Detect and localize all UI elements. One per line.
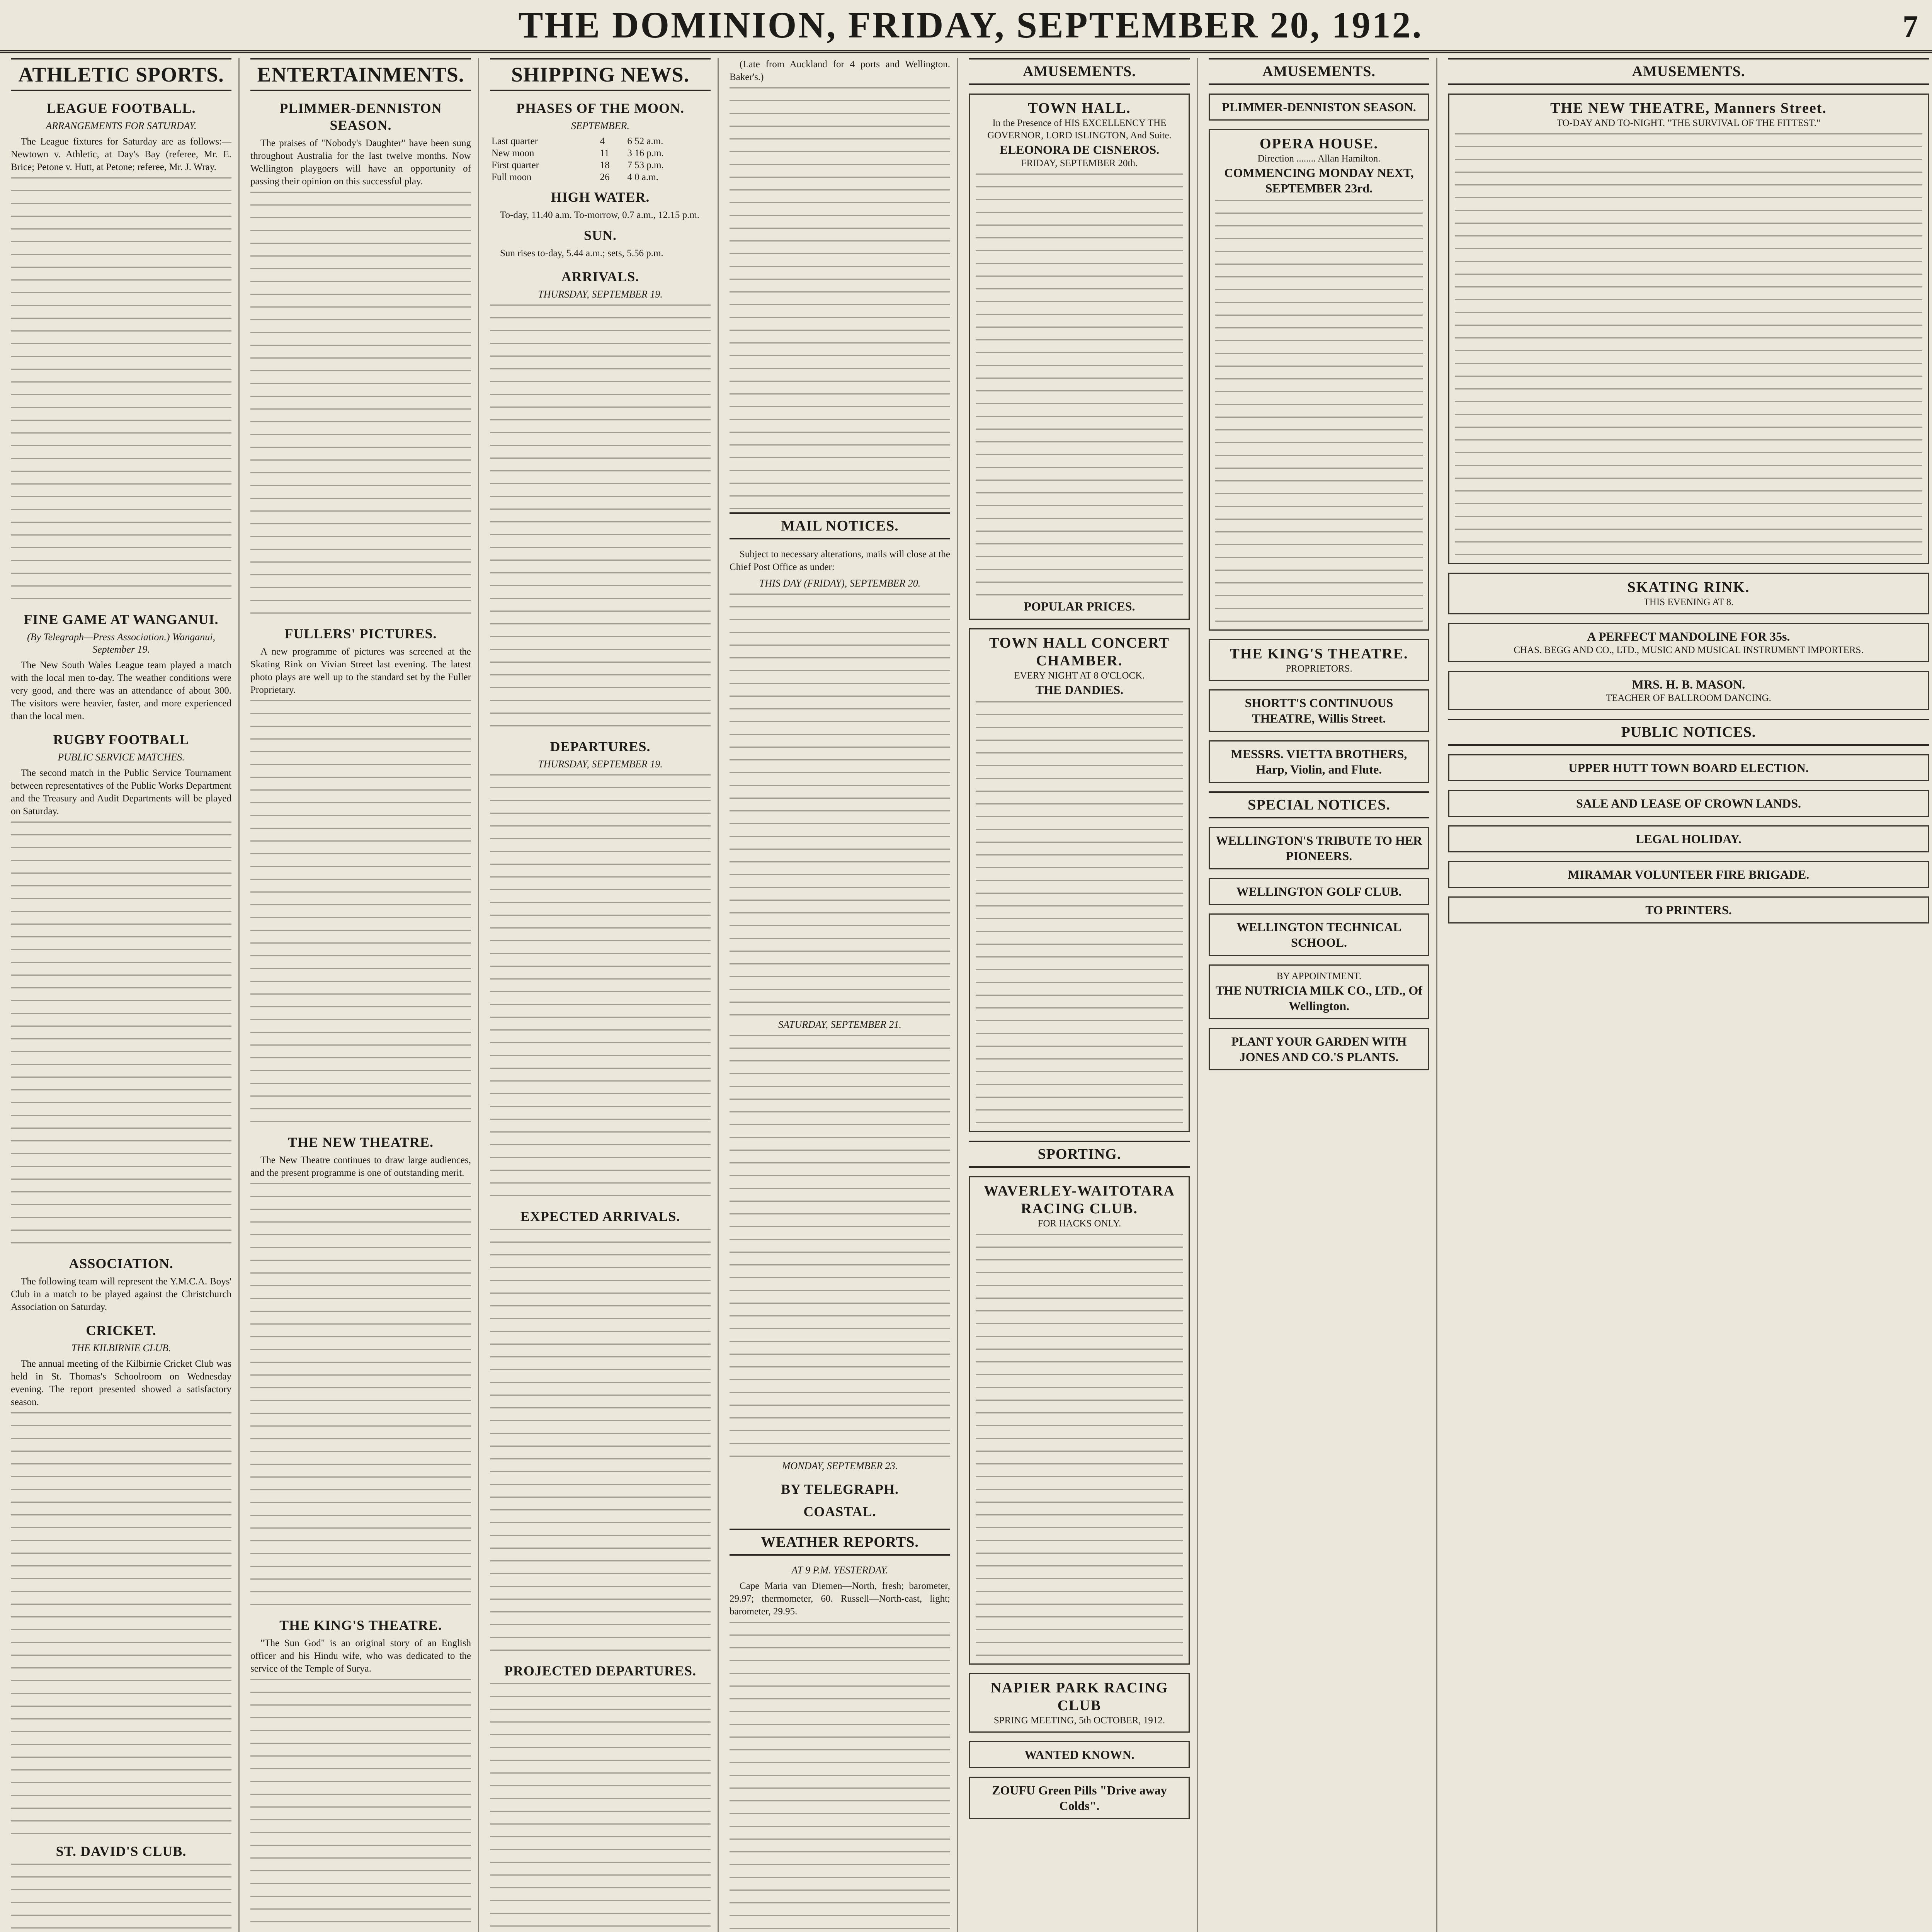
section-subtitle: AT 9 P.M. YESTERDAY. (791, 1565, 888, 1576)
section-title: WEATHER REPORTS. (730, 1529, 950, 1556)
ad-title: TOWN HALL. (1028, 100, 1131, 116)
moon-phases-table (490, 135, 711, 183)
section-title: SUN. (583, 228, 617, 243)
ad-text: PROPRIETORS. (1286, 663, 1352, 674)
article-body-lines (250, 700, 471, 1125)
mail-notices-section (730, 512, 950, 1472)
technical-school-ad (1209, 913, 1429, 956)
ad-text: FRIDAY, SEPTEMBER 20th. (1021, 158, 1138, 168)
article-body-lines (490, 774, 711, 1199)
section-title: MAIL NOTICES. (730, 512, 950, 539)
new-theatre-section (250, 1134, 471, 1608)
vietta-ad (1209, 740, 1429, 783)
ad-headline: POPULAR PRICES. (1024, 599, 1135, 613)
article-text: The following team will represent the Y.M.C.A. Boys' Club in a match to be played against the Christchurch Association on Saturday. (11, 1276, 231, 1312)
ad-headline: MESSRS. VIETTA BROTHERS, Harp, Violin, and Flute. (1231, 747, 1407, 776)
ad-headline: SHORTT'S CONTINUOUS THEATRE, Willis Street. (1245, 696, 1393, 725)
ad-headline: TO PRINTERS. (1645, 903, 1732, 917)
section-title: LEAGUE FOOTBALL. (46, 100, 196, 116)
article-text: The annual meeting of the Kilbirnie Cricket Club was held in St. Thomas's Schoolroom on Wednesday evening. The report presented showed a satisfactory season. (11, 1359, 231, 1407)
departures-section (490, 738, 711, 1199)
napier-park-ad (969, 1673, 1190, 1733)
ad-headline: MRS. H. B. MASON. (1632, 677, 1745, 691)
zoufu-ad (969, 1777, 1190, 1819)
plimmer-section (250, 100, 471, 617)
ad-text: SPRING MEETING, 5th OCTOBER, 1912. (993, 1715, 1165, 1726)
golf-club-ad (1209, 878, 1429, 905)
section-title: PHASES OF THE MOON. (516, 100, 685, 116)
article-body-lines (730, 1035, 950, 1460)
ad-headline: WELLINGTON TECHNICAL SCHOOL. (1236, 920, 1401, 949)
arrivals-section (490, 268, 711, 730)
column-header: SHIPPING NEWS. (490, 58, 711, 91)
section-title: PROJECTED DEPARTURES. (504, 1663, 697, 1679)
ad-body-lines (1455, 133, 1922, 558)
column-header: SPECIAL NOTICES. (1209, 791, 1429, 818)
ad-text: EVERY NIGHT AT 8 O'CLOCK. (1014, 670, 1145, 681)
ad-title: OPERA HOUSE. (1260, 136, 1378, 152)
ad-text: CHAS. BEGG AND CO., LTD., MUSIC AND MUSICAL INSTRUMENT IMPORTERS. (1514, 645, 1864, 655)
section-subtitle: THIS DAY (FRIDAY), SEPTEMBER 20. (759, 578, 921, 589)
section-title: COASTAL. (803, 1504, 876, 1519)
table-row: First quarter 18 7 53 p.m. (492, 160, 664, 170)
plimmer-ad (1209, 94, 1429, 121)
ad-headline: MIRAMAR VOLUNTEER FIRE BRIGADE. (1568, 867, 1810, 881)
ad-text: TEACHER OF BALLROOM DANCING. (1606, 693, 1771, 703)
article-body-lines (250, 1183, 471, 1608)
mandoline-ad (1448, 623, 1929, 662)
article-body-lines (250, 1679, 471, 1932)
ad-body-lines (1215, 200, 1423, 625)
section-title: FINE GAME AT WANGANUI. (24, 612, 219, 627)
article-body-lines (11, 1412, 231, 1837)
ad-headline: PLANT YOUR GARDEN WITH JONES AND CO.'S PLANTS. (1231, 1034, 1407, 1064)
ad-title: SKATING RINK. (1627, 579, 1750, 595)
racing-club-ad (969, 1176, 1190, 1665)
election-notice (1448, 754, 1929, 781)
ad-headline: SALE AND LEASE OF CROWN LANDS. (1576, 796, 1801, 810)
ad-body-lines (976, 701, 1183, 1126)
ad-headline: ZOUFU Green Pills "Drive away Colds". (992, 1783, 1167, 1813)
kings-theatre-ad (1209, 639, 1429, 681)
section-title: BY TELEGRAPH. (781, 1481, 899, 1497)
column-header: AMUSEMENTS. (969, 58, 1190, 85)
section-title: THE KING'S THEATRE. (279, 1617, 442, 1633)
town-hall-ad (969, 94, 1190, 620)
column-header: AMUSEMENTS. (1448, 58, 1929, 85)
article-text: Cape Maria van Diemen—North, fresh; barometer, 29.97; thermometer, 60. Russell—North-east, light; barometer, 29.95. (730, 1581, 950, 1617)
ad-headline: WELLINGTON'S TRIBUTE TO HER PIONEERS. (1216, 833, 1422, 863)
dancing-ad (1448, 671, 1929, 710)
skating-rink-ad (1448, 573, 1929, 614)
article-text: Sun rises to-day, 5.44 a.m.; sets, 5.56 p.m. (500, 248, 663, 259)
ad-text: In the Presence of HIS EXCELLENCY THE GOVERNOR, LORD ISLINGTON, And Suite. (987, 118, 1172, 141)
fine-game-section (11, 611, 231, 723)
page-number: 7 (1903, 10, 1918, 44)
crown-lands-notice (1448, 790, 1929, 817)
article-body-lines (11, 821, 231, 1247)
article-body-lines (11, 177, 231, 602)
ad-title: NAPIER PARK RACING CLUB (990, 1680, 1168, 1714)
section-title: FULLERS' PICTURES. (284, 626, 437, 641)
article-body-lines (490, 1229, 711, 1654)
column-amusements-3 (1441, 58, 1932, 1932)
section-subtitle: (By Telegraph—Press Association.) Wanganui, September 19. (27, 631, 216, 655)
article-body-lines (11, 1864, 231, 1932)
column-amusements-1 (962, 58, 1198, 1932)
fire-brigade-notice (1448, 861, 1929, 888)
weather-section (730, 1529, 950, 1932)
column-header: PUBLIC NOTICES. (1448, 719, 1929, 746)
ad-title: TOWN HALL CONCERT CHAMBER. (989, 635, 1170, 669)
masthead (0, 0, 1932, 53)
ad-title: THE KING'S THEATRE. (1230, 646, 1408, 662)
wanted-ad (969, 1741, 1190, 1768)
kings-theatre-section (250, 1617, 471, 1932)
ad-headline: PLIMMER-DENNISTON SEASON. (1222, 100, 1416, 114)
section-title: PLIMMER-DENNISTON SEASON. (279, 100, 442, 133)
fullers-section (250, 625, 471, 1125)
ad-text: BY APPOINTMENT. (1276, 971, 1362, 981)
opera-house-ad (1209, 129, 1429, 631)
section-subtitle: THURSDAY, SEPTEMBER 19. (538, 289, 663, 300)
printers-notice (1448, 896, 1929, 923)
dandies-ad (969, 628, 1190, 1132)
article-text: The League fixtures for Saturday are as follows:—Newtown v. Athletic, at Day's Bay (referee, Mr. E. Brice; Petone v. Hutt, at Petone; referee, Mr. J. Wray. (11, 136, 231, 172)
table-row: Last quarter 4 6 52 a.m. (492, 136, 663, 146)
column-header: ENTERTAINMENTS. (250, 58, 471, 91)
ad-headline: WELLINGTON GOLF CLUB. (1236, 884, 1402, 898)
column-header: AMUSEMENTS. (1209, 58, 1429, 85)
article-text: Subject to necessary alterations, mails will close at the Chief Post Office as under: (730, 549, 950, 572)
column-athletic-sports (4, 58, 240, 1932)
section-title: ARRIVALS. (561, 269, 639, 284)
section-title: ASSOCIATION. (69, 1256, 173, 1271)
column-shipping-news (483, 58, 719, 1932)
section-subtitle: PUBLIC SERVICE MATCHES. (58, 752, 185, 763)
ad-headline: THE NUTRICIA MILK CO., LTD., Of Wellington. (1216, 983, 1422, 1013)
legal-holiday-notice (1448, 825, 1929, 852)
article-text: "The Sun God" is an original story of an English officer and his Hindu wife, who was dedicated to the service of the Temple of Surya. (250, 1638, 471, 1674)
telegraph-section (730, 1481, 950, 1520)
ad-headline: UPPER HUTT TOWN BOARD ELECTION. (1568, 761, 1809, 775)
garden-ad (1209, 1028, 1429, 1070)
section-title: HIGH WATER. (551, 189, 650, 205)
ad-title: WAVERLEY-WAITOTARA RACING CLUB. (984, 1183, 1175, 1217)
article-body-lines (730, 1622, 950, 1932)
ad-headline: A PERFECT MANDOLINE FOR 35s. (1587, 629, 1790, 643)
column-mail-weather (723, 58, 958, 1932)
ad-headline: COMMENCING MONDAY NEXT, SEPTEMBER 23rd. (1224, 166, 1414, 195)
section-title: CRICKET. (86, 1323, 156, 1338)
section-subtitle: THE KILBIRNIE CLUB. (71, 1342, 171, 1354)
cricket-section (11, 1322, 231, 1932)
column-amusements-2 (1202, 58, 1437, 1932)
article-body-lines (730, 87, 950, 512)
ad-text: FOR HACKS ONLY. (1037, 1218, 1121, 1229)
article-body-lines (490, 1683, 711, 1932)
ad-headline: WANTED KNOWN. (1024, 1748, 1134, 1762)
expected-section (490, 1208, 711, 1654)
projected-section (490, 1662, 711, 1932)
ad-text: Direction ........ Allan Hamilton. (1257, 153, 1381, 164)
ad-text: TO-DAY AND TO-NIGHT. "THE SURVIVAL OF THE FITTEST." (1556, 118, 1821, 128)
ad-headline: THE DANDIES. (1035, 683, 1124, 697)
table-row: New moon 11 3 16 p.m. (492, 148, 664, 158)
moon-section (490, 100, 711, 260)
section-subtitle: THURSDAY, SEPTEMBER 19. (538, 759, 663, 770)
column-header: SPORTING. (969, 1141, 1190, 1168)
section-subtitle: SEPTEMBER. (571, 120, 629, 131)
ad-headline: LEGAL HOLIDAY. (1636, 832, 1742, 846)
shortts-ad (1209, 689, 1429, 732)
article-text: To-day, 11.40 a.m. To-morrow, 0.7 a.m., 12.15 p.m. (500, 210, 700, 220)
nutricia-ad (1209, 964, 1429, 1019)
ad-title: THE NEW THEATRE, Manners Street. (1550, 100, 1827, 116)
table-row: Full moon 26 4 0 a.m. (492, 172, 658, 182)
section-title: DEPARTURES. (550, 739, 651, 754)
newspaper-title: THE DOMINION, FRIDAY, SEPTEMBER 20, 1912. (518, 4, 1423, 46)
association-section (11, 1255, 231, 1313)
section-title: THE NEW THEATRE. (287, 1134, 434, 1150)
ad-body-lines (976, 1234, 1183, 1659)
article-text: The New South Wales League team played a match with the local men to-day. The weather conditions were very good, and there was an attendance of about 300. The visitors were heavier, faster, and more experienced than the local men. (11, 660, 231, 721)
column-header: ATHLETIC SPORTS. (11, 58, 231, 91)
section-subtitle: MONDAY, SEPTEMBER 23. (782, 1460, 898, 1471)
ad-headline: ELEONORA DE CISNEROS. (999, 143, 1160, 156)
article-body-lines (490, 304, 711, 730)
article-text: The praises of "Nobody's Daughter" have been sung throughout Australia for the last twelve months. Now Wellington playgoers will have an opportunity of passing their opinion on this successful play. (250, 138, 471, 187)
section-title: EXPECTED ARRIVALS. (520, 1209, 680, 1224)
article-body-lines (250, 192, 471, 617)
article-text: The second match in the Public Service Tournament between representatives of the Public Works Department and the Treasury and Audit Departments will be played on Saturday. (11, 768, 231, 816)
rugby-section (11, 731, 231, 1247)
pioneers-ad (1209, 827, 1429, 869)
section-title: RUGBY FOOTBALL (53, 732, 189, 747)
section-subtitle: ARRANGEMENTS FOR SATURDAY. (46, 120, 197, 131)
article-body-lines (730, 594, 950, 1019)
column-entertainments (243, 58, 479, 1932)
section-subtitle: SATURDAY, SEPTEMBER 21. (778, 1019, 901, 1030)
ad-body-lines (976, 173, 1183, 599)
article-text: The New Theatre continues to draw large audiences, and the present programme is one of outstanding merit. (250, 1155, 471, 1178)
article-text: (Late from Auckland for 4 ports and Wellington. Baker's.) (730, 59, 950, 82)
section-title: ST. DAVID'S CLUB. (56, 1844, 187, 1859)
league-football-section (11, 100, 231, 602)
article-text: A new programme of pictures was screened at the Skating Rink on Vivian Street last evening. The latest photo plays are well up to the standard set by the Fuller Proprietary. (250, 646, 471, 695)
ad-text: THIS EVENING AT 8. (1643, 597, 1734, 607)
new-theatre-ad (1448, 94, 1929, 564)
